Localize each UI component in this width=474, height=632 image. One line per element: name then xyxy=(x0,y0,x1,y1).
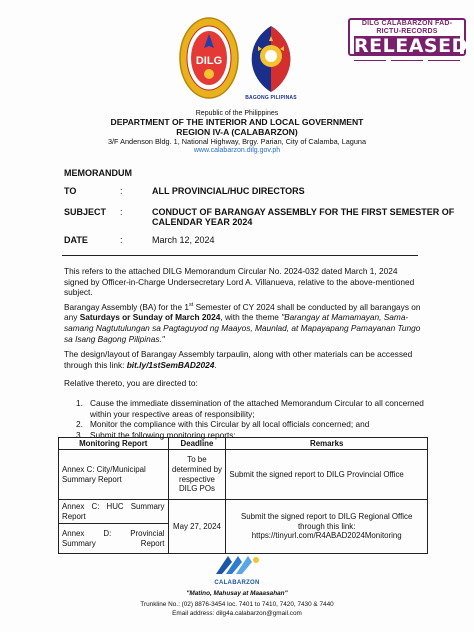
list-item-text: Submit the following monitoring reports: xyxy=(90,429,236,440)
footer-motto: "Matino, Mahusay at Maaasahan" xyxy=(186,590,288,597)
list-item xyxy=(64,419,428,430)
table-cell-remarks: Submit the signed report to DILG Provincial Office xyxy=(226,450,428,500)
letterhead-department: DEPARTMENT OF THE INTERIOR AND LOCAL GOVERNMENT xyxy=(110,117,364,127)
letterhead-address: 3/F Andenson Bldg. 1, National Highway, Brgy. Parian, City of Calamba, Laguna xyxy=(107,137,367,146)
table-header-row xyxy=(59,438,428,450)
footer-trunkline: Trunkline No.: (02) 8876-3454 loc. 7401 to 7410, 7420, 7430 & 7440 xyxy=(140,601,334,608)
body-paragraph-directive: Relative thereto, you are directed to: xyxy=(64,378,198,388)
schedule-sup: st xyxy=(188,302,194,308)
memo-to-label: TO xyxy=(64,186,77,196)
body-paragraph-schedule xyxy=(64,300,424,344)
table-cell-deadline: May 27, 2024 xyxy=(168,500,226,554)
stamp-status: RELEASED xyxy=(354,35,468,57)
memo-date-label: DATE xyxy=(64,235,88,245)
schedule-text-b: Semester of CY 2024 shall be conducted by all barangays on any xyxy=(64,301,421,323)
memo-date-value: March 12, 2024 xyxy=(152,235,215,245)
schedule-bold-dates: Saturdays or Sunday of March 2024 xyxy=(79,312,221,323)
table-cell-report: Annex C: HUC Summary Report xyxy=(59,500,169,524)
memo-subject-label: SUBJECT xyxy=(64,207,107,217)
memo-date-colon: : xyxy=(120,235,123,245)
list-item-number: 3. xyxy=(76,429,83,440)
bagong-pilipinas-label: BAGONG PILIPINAS xyxy=(245,95,297,101)
calabarzon-logo xyxy=(208,552,266,578)
memo-title: MEMORANDUM xyxy=(64,168,132,178)
stamp-signature-lines xyxy=(350,56,464,61)
table-header-deadline: Deadline xyxy=(168,438,226,450)
released-stamp xyxy=(348,18,466,56)
list-item-number: 1. xyxy=(76,398,83,408)
stamp-header: DILG CALABARZON FAD-RICTU-RECORDS xyxy=(361,20,453,35)
list-item-number: 2. xyxy=(76,419,83,430)
list-item xyxy=(64,398,428,419)
footer-email[interactable]: Email address: dilg4a.calabarzon@gmail.com xyxy=(172,610,302,617)
materials-text: The design/layout of Barangay Assembly tarpaulin, along with other materials can be accessed through this link: xyxy=(64,349,413,370)
letterhead-region: REGION IV-A (CALABARZON) xyxy=(176,127,298,137)
materials-link[interactable]: bit.ly/1stSemBAD2024 xyxy=(126,359,215,370)
letterhead-republic: Republic of the Philippines xyxy=(195,110,279,117)
schedule-theme: "Barangay at Mamamayan, Sama-samang Nagtutulungan sa Pagtaguyod ng Maayos, Maunlad, at Mapayapang Pamayanan Tungo sa Isang Bagong Pilipinas." xyxy=(64,312,421,344)
body-paragraph-materials xyxy=(64,349,424,370)
table-header-monitoring-report: Monitoring Report xyxy=(59,438,169,450)
table-cell-report: Annex D: Provincial Summary Report xyxy=(59,524,169,554)
bagong-pilipinas-logo xyxy=(240,22,302,94)
directive-list xyxy=(64,398,428,440)
table-row xyxy=(59,500,428,524)
table-cell-report: Annex C: City/Municipal Summary Report xyxy=(59,450,169,500)
monitoring-report-table xyxy=(58,437,428,554)
dilg-seal-text: DILG xyxy=(195,55,223,67)
schedule-text-a: Barangay Assembly (BA) for the 1 xyxy=(64,301,189,312)
table-row xyxy=(59,450,428,500)
materials-end: . xyxy=(214,359,217,370)
memo-subject-colon: : xyxy=(120,207,123,217)
table-cell-deadline: To be determined by respective DILG POs xyxy=(168,450,226,500)
list-item-text: Cause the immediate dissemination of the attached Memorandum Circular to all concerned within your respective areas of responsibility; xyxy=(90,398,424,419)
memo-to-value: ALL PROVINCIAL/HUC DIRECTORS xyxy=(152,186,305,196)
dilg-seal-logo xyxy=(178,16,240,100)
list-item-text: Monitor the compliance with this Circular by all local officials concerned; and xyxy=(90,419,370,430)
letterhead-website-link[interactable]: www.calabarzon.dilg.gov.ph xyxy=(193,147,281,154)
memo-divider xyxy=(62,255,418,256)
table-cell-remarks: Submit the signed report to DILG Regional Office through this link: https://tinyurl.com/R4ABAD2024Monitoring xyxy=(226,500,428,554)
body-paragraph-reference: This refers to the attached DILG Memorandum Circular No. 2024-032 dated March 1, 2024 signed by Officer-in-Charge Undersecretary Lord A. Villanueva, relative to the above-mentioned subject. xyxy=(64,266,415,298)
memo-subject-value: CONDUCT OF BARANGAY ASSEMBLY FOR THE FIRST SEMESTER OF CALENDAR YEAR 2024 xyxy=(152,207,455,227)
calabarzon-label: CALABARZON xyxy=(214,580,260,586)
table-header-remarks: Remarks xyxy=(226,438,428,450)
schedule-text-c: , with the theme xyxy=(220,312,282,323)
memo-to-colon: : xyxy=(120,186,123,196)
